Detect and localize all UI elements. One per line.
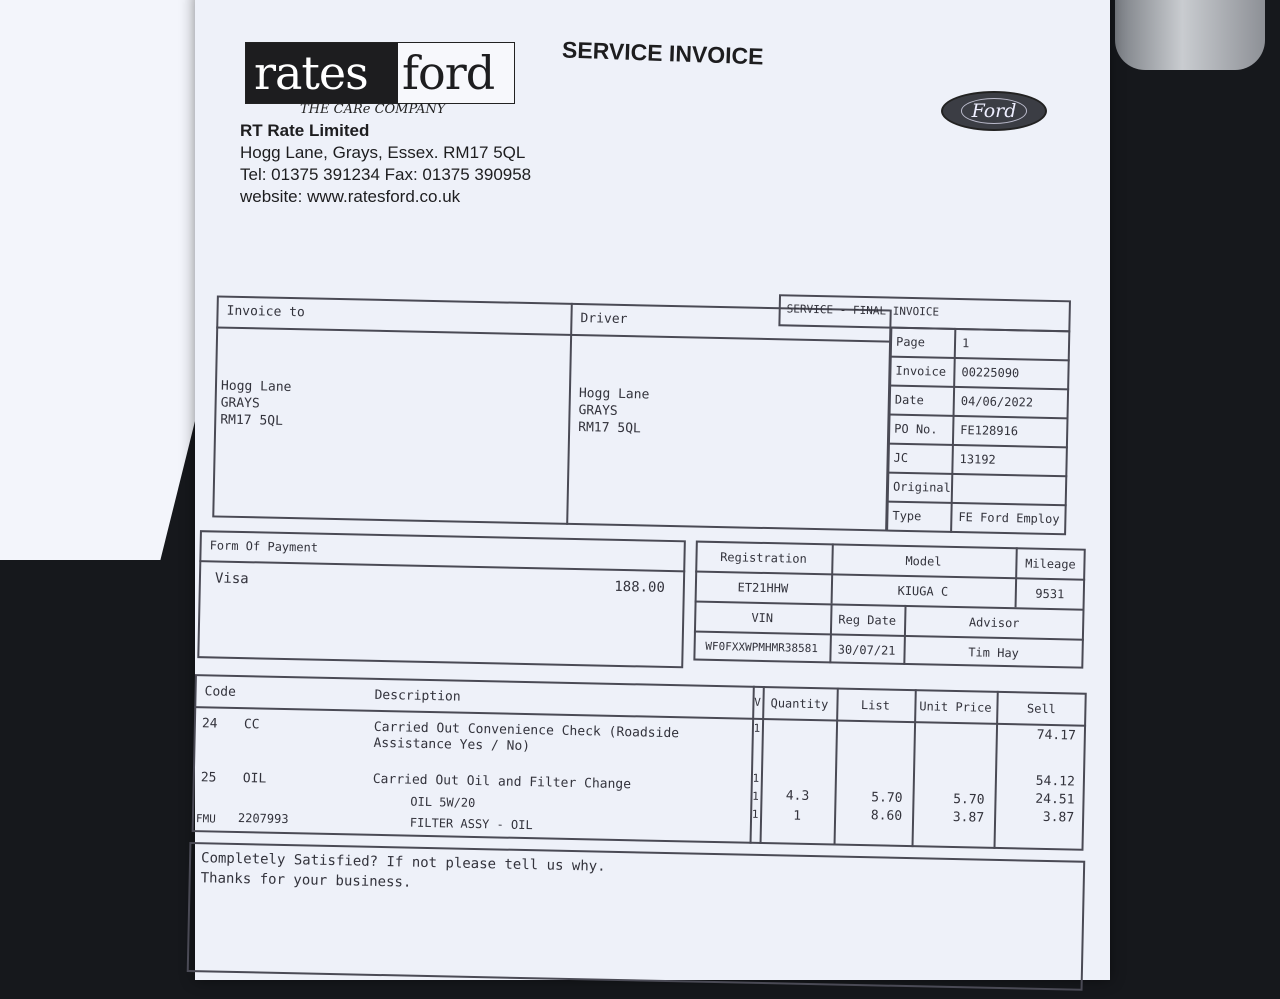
item-unit-price: 5.70 [953, 791, 985, 808]
item-sell: 74.17 [1036, 727, 1077, 744]
item-sell: 24.51 [1035, 791, 1075, 808]
item-v: 1 [752, 771, 760, 785]
meta-label-po: PO No. [894, 421, 938, 437]
item-v: 1 [753, 721, 761, 735]
meta-label-type: Type [892, 508, 922, 524]
item-description: FILTER ASSY - OIL [409, 815, 533, 833]
item-no: 24 [201, 716, 218, 732]
logo-text-right: ford [402, 46, 495, 100]
payment-amount: 188.00 [614, 578, 666, 596]
footer-line2: Thanks for your business. [200, 870, 412, 891]
items-header-quantity: Quantity [770, 696, 829, 712]
reg-date-header: Reg Date [838, 612, 897, 628]
company-phone: Tel: 01375 391234 Fax: 01375 390958 [240, 165, 532, 184]
item-description: Carried Out Oil and Filter Change [372, 771, 632, 793]
item-quantity: 4.3 [785, 788, 810, 804]
meta-value-jc: 13192 [959, 452, 996, 467]
company-address: Hogg Lane, Grays, Essex. RM17 5QL [240, 143, 526, 162]
meta-value-po: FE128916 [960, 423, 1019, 439]
meta-value-invoice: 00225090 [961, 365, 1020, 381]
footer-line1: Completely Satisfied? If not please tell us why. [200, 850, 606, 875]
item-no: 25 [200, 770, 217, 786]
item-sell: 3.87 [1042, 809, 1075, 826]
mileage-value: 9531 [1035, 586, 1065, 602]
items-header-sell: Sell [1026, 701, 1057, 717]
advisor-header: Advisor [968, 615, 1020, 631]
advisor-value: Tim Hay [968, 645, 1019, 661]
registration-value: ET21HHW [737, 580, 789, 596]
registration-header: Registration [720, 550, 807, 566]
meta-label-page: Page [895, 334, 926, 350]
meta-label-date: Date [894, 392, 924, 408]
model-value: KIUGA C [897, 583, 949, 599]
ford-logo-text: Ford [961, 98, 1028, 124]
invoice-to-line: GRAYS [220, 395, 260, 412]
item-code: CC [243, 717, 260, 733]
company-name: RT Rate Limited [240, 121, 370, 140]
address-section [212, 295, 892, 531]
meta-label-original: Original [892, 479, 951, 495]
item-no: FMU [195, 812, 216, 826]
meta-label-invoice: Invoice [895, 363, 947, 379]
item-v: 1 [752, 789, 759, 803]
item-sell: 54.12 [1035, 773, 1076, 790]
item-description: OIL 5W/20 [410, 794, 476, 810]
background-object [1115, 0, 1265, 70]
item-description: Carried Out Convenience Check (Roadside [373, 719, 680, 742]
item-quantity: 1 [793, 808, 802, 824]
meta-value-type: FE Ford Employ [958, 510, 1060, 527]
item-list: 8.60 [870, 808, 903, 824]
invoice-to-line: RM17 5QL [220, 412, 284, 429]
company-website: website: www.ratesford.co.uk [240, 187, 461, 206]
logo-tagline: THE CARe COMPANY [300, 102, 446, 117]
vin-value: WF0FXXWPMHMR38581 [705, 639, 819, 656]
item-code: 2207993 [237, 811, 289, 827]
meta-label-jc: JC [893, 450, 909, 465]
reg-date-value: 30/07/21 [837, 642, 896, 658]
item-unit-price: 3.87 [952, 809, 985, 826]
driver-line: Hogg Lane [578, 386, 650, 403]
items-header-list: List [860, 698, 891, 713]
item-v: 1 [751, 807, 759, 821]
vin-header: VIN [751, 610, 774, 626]
invoice-to-line: Hogg Lane [220, 378, 292, 396]
invoice-form [181, 0, 1117, 999]
mileage-header: Mileage [1025, 556, 1076, 572]
logo-text-left: rates [246, 43, 398, 103]
invoice-paper [195, 0, 1110, 980]
document-title: SERVICE INVOICE [561, 36, 764, 70]
items-header-description: Description [374, 687, 461, 705]
payment-method: Visa [214, 570, 249, 588]
driver-line: RM17 5QL [578, 420, 641, 437]
item-description: Assistance Yes / No) [373, 735, 531, 755]
items-header-code: Code [204, 684, 237, 700]
driver-label: Driver [580, 311, 628, 328]
invoice-status-text: SERVICE - FINAL INVOICE [786, 302, 940, 319]
meta-value-date: 04/06/2022 [960, 394, 1034, 410]
item-list: 5.70 [871, 790, 903, 806]
invoice-to-label: Invoice to [226, 303, 305, 321]
items-header-unit-price: Unit Price [919, 699, 992, 715]
driver-line: GRAYS [578, 403, 618, 419]
meta-value-page: 1 [961, 336, 970, 351]
item-code: OIL [242, 771, 267, 787]
items-header-v: V [754, 695, 761, 709]
model-header: Model [905, 553, 942, 569]
payment-label: Form Of Payment [209, 538, 319, 555]
